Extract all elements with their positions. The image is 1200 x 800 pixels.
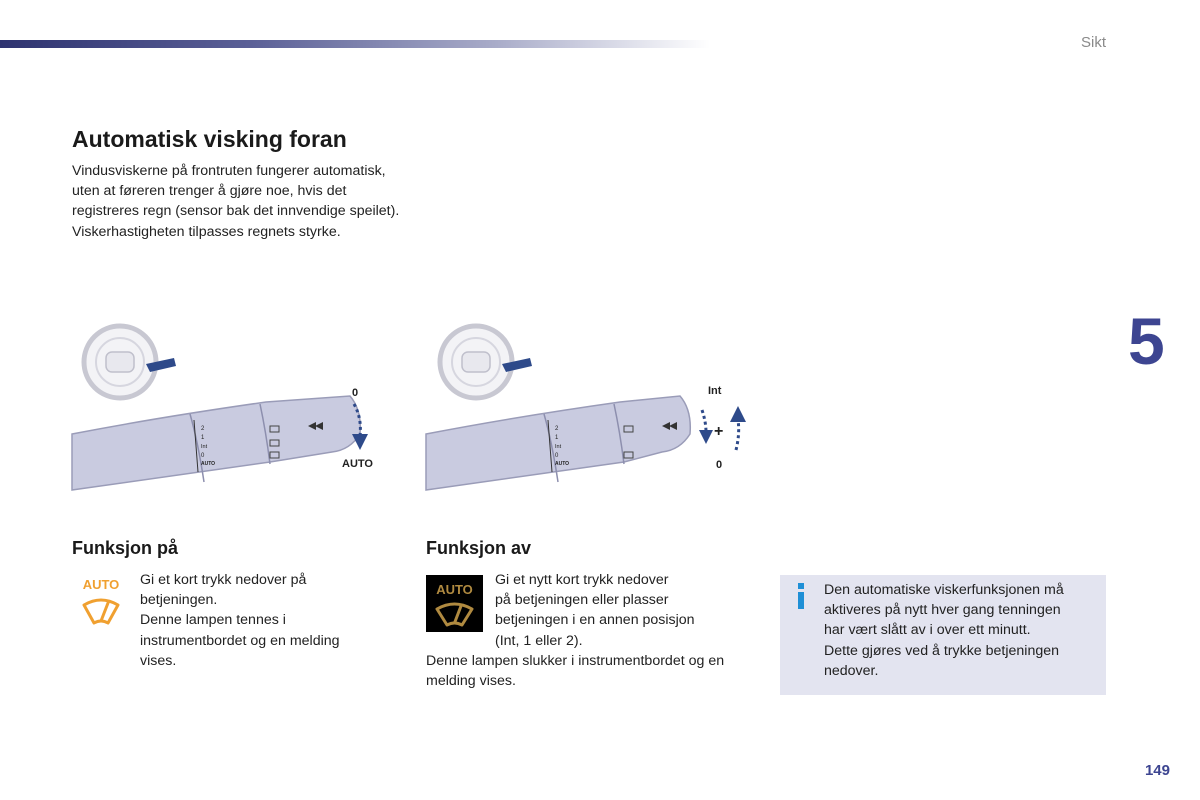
text-line: på betjeningen eller plasser [495,592,669,609]
text-line: Gi et kort trykk nedover på [140,572,307,588]
wiper-lamp-dim-icon [426,575,483,632]
plus-sign: + [714,423,724,440]
stalk-label-2: 2 [201,426,205,432]
stalk-label-1: 1 [201,435,205,441]
stalk-label-2: 2 [555,426,559,432]
text-line: har vært slått av i over ett minutt. [824,622,1031,639]
text-line: Gi et nytt kort trykk nedover [495,572,669,588]
intro-paragraph: Vindusviskerne på frontruten fungerer automatisk, uten at føreren trenger å gjøre noe, hvis det registreres regn (sensor bak det innvendige speilet). Viskerhastigheten tilpasses regnets styrke. [72,163,400,240]
text-line: betjeningen. [140,592,218,609]
text-line: Dette gjøres ved å trykke betjeningen [824,642,1060,659]
position-label-auto: AUTO [342,458,373,470]
chapter-number: 5 [1128,304,1163,378]
info-text [824,580,1099,681]
auto-lamp-label: AUTO [82,577,120,592]
info-box [780,575,1106,695]
auto-lamp-label: AUTO [436,582,473,597]
stalk-label-auto: AUTO [201,461,216,467]
wiper-stalk [72,396,360,490]
auto-wiper-lamp-off-icon [426,575,483,632]
wiper-stalk-illustration-off [424,322,754,497]
steering-wheel-icon [440,326,532,398]
wiper-stalk [426,396,690,490]
function-on-text [140,570,400,671]
text-line: (Int, 1 eller 2). [495,632,583,649]
stalk-label-0: 0 [201,453,205,459]
header-gradient-bar [0,40,710,48]
stalk-label-int: Int [555,444,562,450]
function-on-title: Funksjon på [72,538,179,558]
text-line: vises. [140,652,177,669]
text-line: Denne lampen tennes i [140,612,286,629]
function-off-followup: Denne lampen slukker i instrumentbordet og en melding vises. [426,653,725,690]
steering-wheel-icon [84,326,176,398]
function-off-title: Funksjon av [426,538,532,558]
stalk-label-0: 0 [555,453,559,459]
position-label-0: 0 [352,387,359,399]
position-label-int: Int [708,385,722,397]
text-line: nedover. [824,662,879,679]
page-number: 149 [1144,762,1170,779]
text-line: aktiveres på nytt hver gang tenningen [824,602,1061,619]
text-line: betjeningen i en annen posisjon [495,612,695,629]
arrow-down-icon [699,410,713,444]
page-title: Automatisk visking foran [72,126,347,152]
text-line: Den automatiske viskerfunksjonen må [824,582,1064,598]
arrow-up-icon [730,406,746,450]
text-line: instrumentbordet og en melding [140,632,340,649]
stalk-label-1: 1 [555,435,559,441]
function-off-text [495,570,735,651]
position-label-0: 0 [716,459,723,471]
section-label: Sikt [1080,34,1106,51]
info-icon [796,583,806,609]
stalk-label-int: Int [201,444,208,450]
auto-wiper-lamp-on-icon [78,575,124,631]
stalk-label-auto: AUTO [555,461,570,467]
wiper-stalk-illustration-on [70,322,390,497]
